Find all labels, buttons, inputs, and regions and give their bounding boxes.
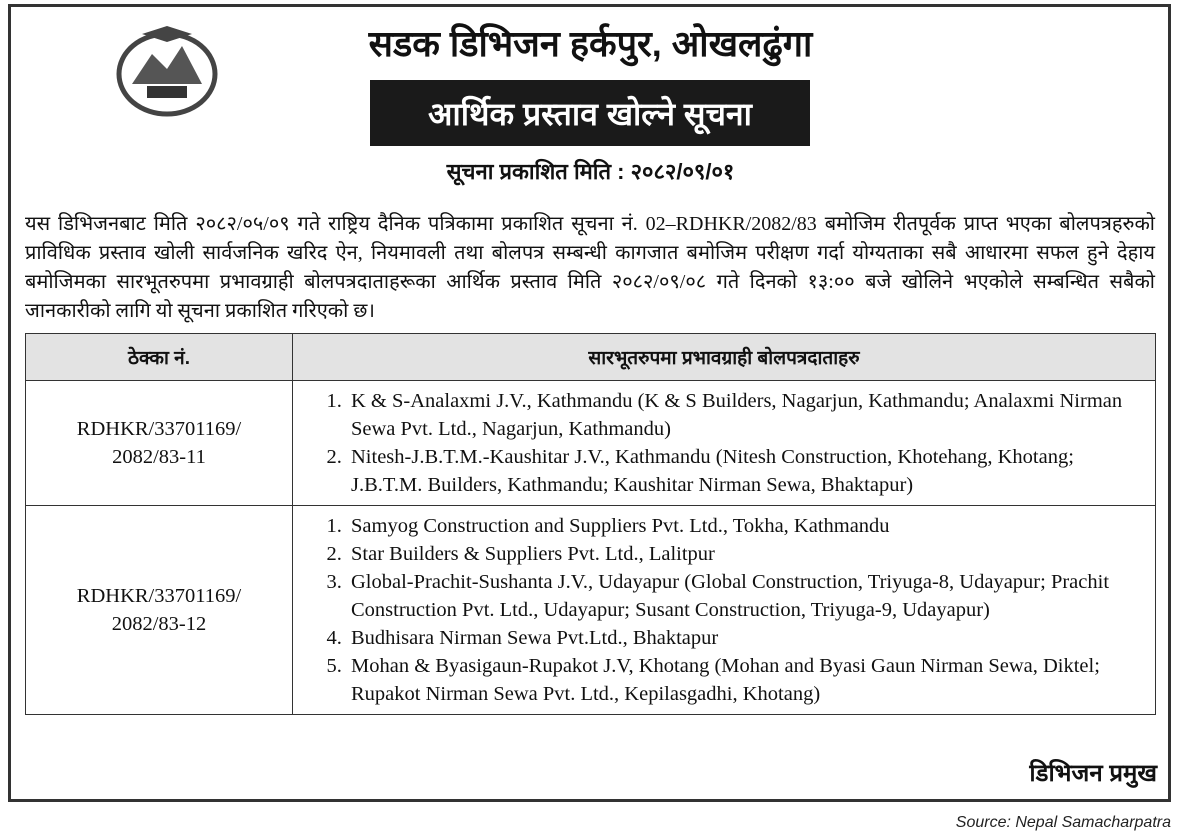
bidders-list <box>303 387 1145 499</box>
header-bidders: सारभूतरुपमा प्रभावग्राही बोलपत्रदाताहरु <box>293 334 1156 381</box>
source-credit: Source: Nepal Samacharpatra <box>955 814 1171 831</box>
bidders-table <box>25 333 1156 715</box>
contract-line: RDHKR/33701169/ <box>76 418 242 440</box>
publish-date: सूचना प्रकाशित मिति : २०८२/०९/०१ <box>446 159 735 184</box>
contract-number <box>26 506 293 715</box>
table-header-row <box>26 334 1156 381</box>
table-row <box>26 381 1156 506</box>
notice-paragraph: यस डिभिजनबाट मिति २०८२/०५/०९ गते राष्ट्रिय दैनिक पत्रिकामा प्रकाशित सूचना नं. 02–RDHKR/2082/83 बमोजिम रीतपूर्वक प्राप्त भएका बोलपत्रहरुको प्राविधिक प्रस्ताव खोली सार्वजनिक खरिद ऐन, नियमावली तथा बोलपत्र सम्बन्धी कागजात बमोजिम परीक्षण गर्दा योग्यताका सबै आधारमा सफल हुने देहाय बमोजिमका सारभूतरुपमा प्रभावग्राही बोलपत्रदाताहरूका आर्थिक प्रस्ताव मिति २०८२/०९/०८ गते दिनको १३:०० बजे खोलिने भएकोले सम्बन्धित सबैको जानकारीको लागि यो सूचना प्रकाशित गरिएको छ। <box>25 213 1155 322</box>
office-title: सडक डिभिजन हर्कपुर, ओखलढुंगा <box>368 23 813 64</box>
bidders-cell <box>293 506 1156 715</box>
contract-line: 2082/83-11 <box>112 446 206 468</box>
contract-number <box>26 381 293 506</box>
bidders-cell <box>293 381 1156 506</box>
table-row <box>26 506 1156 715</box>
bidders-list <box>303 512 1145 708</box>
bidder-item: 4. Budhisara Nirman Sewa Pvt.Ltd., Bhaktapur <box>347 624 1145 652</box>
contract-line: RDHKR/33701169/ <box>76 585 242 607</box>
contract-line: 2082/83-12 <box>111 613 207 635</box>
bidder-item: 1. Samyog Construction and Suppliers Pvt. Ltd., Tokha, Kathmandu <box>347 512 1145 540</box>
bidder-item: 2. Nitesh-J.B.T.M.-Kaushitar J.V., Kathmandu (Nitesh Construction, Khotehang, Khotang; J.B.T.M. Builders, Kathmandu; Kaushitar Nirman Sewa, Bhaktapur) <box>347 443 1145 499</box>
bidder-item: 5. Mohan & Byasigaun-Rupakot J.V, Khotang (Mohan and Byasi Gaun Nirman Sewa, Diktel; Rupakot Nirman Sewa Pvt. Ltd., Kepilasgadhi, Khotang) <box>347 652 1145 708</box>
bidder-item: 3. Global-Prachit-Sushanta J.V., Udayapur (Global Construction, Triyuga-8, Udayapur; Prachit Construction Pvt. Ltd., Udayapur; Susant Construction, Triyuga-9, Udayapur) <box>347 568 1145 624</box>
bidder-item: 1. K & S-Analaxmi J.V., Kathmandu (K & S Builders, Nagarjun, Kathmandu; Analaxmi Nirman Sewa Pvt. Ltd., Nagarjun, Kathmandu) <box>347 387 1145 443</box>
notice-banner: आर्थिक प्रस्ताव खोल्ने सूचना <box>370 80 810 146</box>
header-contract-no: ठेक्का नं. <box>26 334 293 381</box>
signature: डिभिजन प्रमुख <box>1029 760 1157 787</box>
bidder-item: 2. Star Builders & Suppliers Pvt. Ltd., Lalitpur <box>347 540 1145 568</box>
